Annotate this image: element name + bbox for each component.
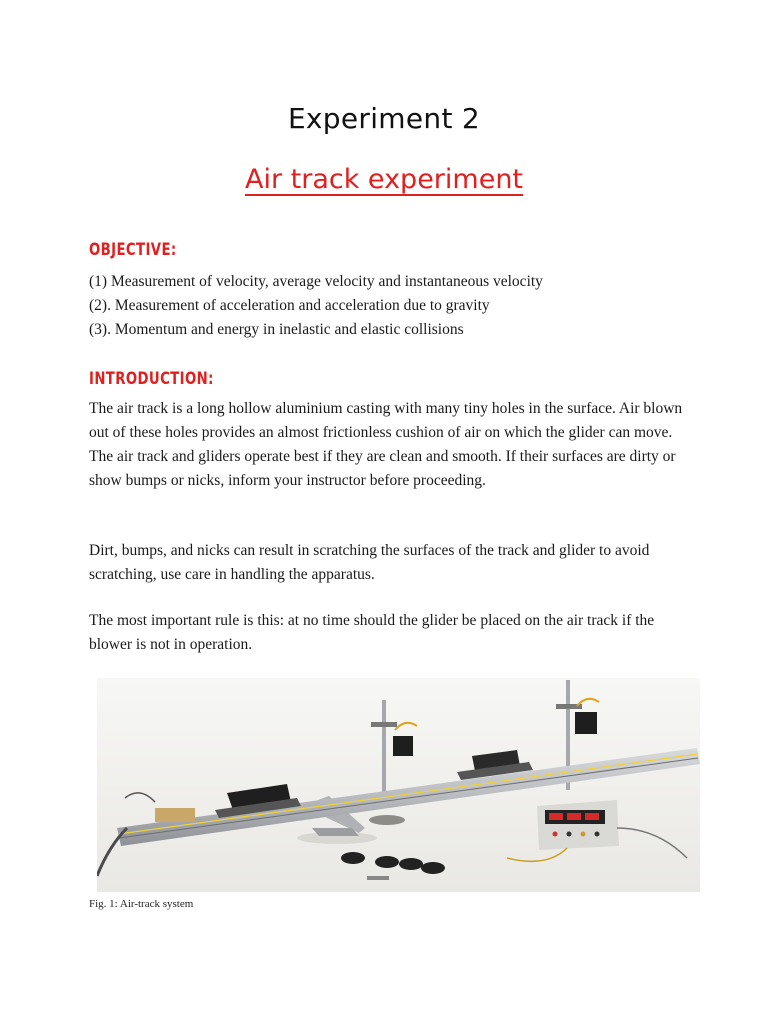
- figure-caption: Fig. 1: Air-track system: [89, 898, 194, 910]
- subtitle-text: Air track experiment: [244, 164, 524, 195]
- air-track-photo: [97, 678, 700, 892]
- introduction-heading: INTRODUCTION:: [89, 369, 214, 389]
- intro-paragraph: Dirt, bumps, and nicks can result in scratching the surfaces of the track and glider to avoid scratching, use care in handling the apparatus.: [89, 542, 650, 583]
- objective-item: (2). Measurement of acceleration and acceleration due to gravity: [89, 297, 490, 314]
- intro-paragraph: The most important rule is this: at no time should the glider be placed on the air track if the blower is not in operation.: [89, 612, 655, 653]
- objective-item: (3). Momentum and energy in inelastic and elastic collisions: [89, 321, 464, 338]
- document-title: Experiment 2: [287, 102, 481, 135]
- objective-item: (1) Measurement of velocity, average velocity and instantaneous velocity: [89, 273, 543, 290]
- objective-list: [89, 270, 543, 342]
- objective-heading: OBJECTIVE:: [89, 240, 177, 260]
- document-subtitle: [0, 164, 768, 195]
- intro-paragraph: The air track is a long hollow aluminium casting with many tiny holes in the surface. Air blown out of these holes provides an almost frictionless cushion of air on which the glider can move. The air track and gliders operate best if they are clean and smooth. If their surfaces are dirty or show bumps or nicks, inform your instructor before proceeding.: [89, 400, 683, 489]
- air-track-illustration: [97, 678, 700, 892]
